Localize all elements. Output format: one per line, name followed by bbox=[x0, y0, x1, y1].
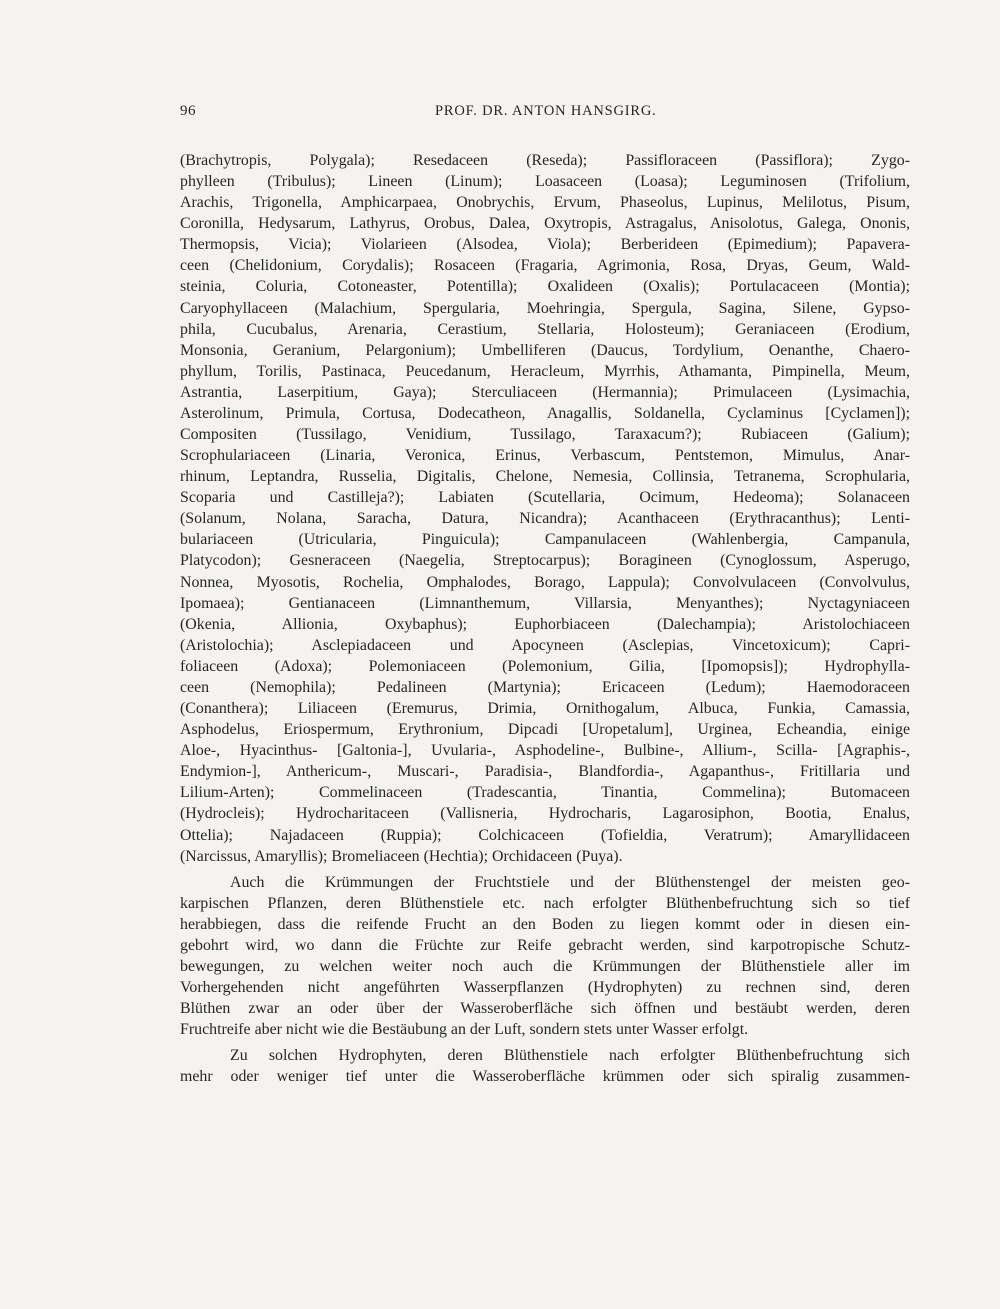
text-line: Coronilla, Hedysarum, Lathyrus, Orobus, Dalea, Oxytropis, Astragalus, Anisolotus, Galega, Ononis, bbox=[180, 215, 910, 233]
text-line: Aloe-, Hyacinthus- [Galtonia-], Uvularia-, Asphodeline-, Bulbine-, Allium-, Scilla- [Agraphis-, bbox=[180, 742, 910, 760]
text-line: Monsonia, Geranium, Pelargonium); Umbelliferen (Daucus, Tordylium, Oenanthe, Chaero- bbox=[180, 341, 910, 359]
text-line: Asterolinum, Primula, Cortusa, Dodecatheon, Anagallis, Soldanella, Cyclaminus [Cyclamen]); bbox=[180, 404, 910, 422]
text-line: mehr oder weniger tief unter die Wasseroberfläche krümmen oder sich spiralig zusammen- bbox=[180, 1068, 910, 1086]
running-title: PROF. DR. ANTON HANSGIRG. bbox=[435, 103, 657, 119]
text-line: Nonnea, Myosotis, Rochelia, Omphalodes, Borago, Lappula); Convolvulaceen (Convolvulus, bbox=[180, 573, 910, 591]
text-line: Endymion-], Anthericum-, Muscari-, Paradisia-, Blandfordia-, Agapanthus-, Fritillaria und bbox=[180, 763, 910, 781]
page-number: 96 bbox=[180, 103, 196, 119]
text-line: bewegungen, zu welchen weiter noch auch die Krümmungen der Blüthenstiele aller im bbox=[180, 957, 910, 975]
text-line: phyllum, Torilis, Pastinaca, Peucedanum, Heracleum, Myrrhis, Athamanta, Pimpinella, Meum, bbox=[180, 362, 910, 380]
paragraph-hydrophyten bbox=[180, 1045, 910, 1087]
text-line: Fruchtreife aber nicht wie die Bestäubung an der Luft, sondern stets unter Wasser erfolgt. bbox=[180, 1021, 749, 1039]
text-line: steinia, Coluria, Cotoneaster, Potentilla); Oxalideen (Oxalis); Portulacaceen (Montia); bbox=[180, 278, 910, 296]
page-header bbox=[180, 103, 910, 127]
text-line: ceen (Nemophila); Pedalineen (Martynia); Ericaceen (Ledum); Haemodoraceen bbox=[180, 678, 910, 696]
text-line: Arachis, Trigonella, Amphicarpaea, Onobrychis, Ervum, Phaseolus, Lupinus, Melilotus, Pisum, bbox=[180, 194, 910, 212]
text-line: Lilium-Arten); Commelinaceen (Tradescantia, Tinantia, Commelina); Butomaceen bbox=[180, 784, 910, 802]
text-line: Asphodelus, Eriospermum, Erythronium, Dipcadi [Uropetalum], Urginea, Echeandia, einige bbox=[180, 721, 910, 739]
text-line: herabbiegen, dass die reifende Frucht an den Boden zu liegen kommt oder in diesen ein- bbox=[180, 915, 910, 933]
text-line: (Aristolochia); Asclepiadaceen und Apocyneen (Asclepias, Vincetoxicum); Capri- bbox=[180, 636, 910, 654]
text-line: Zu solchen Hydrophyten, deren Blüthenstiele nach erfolgter Blüthenbefruchtung sich bbox=[230, 1047, 910, 1065]
text-line: Platycodon); Gesneraceen (Naegelia, Streptocarpus); Boragineen (Cynoglossum, Asperugo, bbox=[180, 552, 910, 570]
text-line: ceen (Chelidonium, Corydalis); Rosaceen (Fragaria, Agrimonia, Rosa, Dryas, Geum, Wald- bbox=[180, 257, 910, 275]
text-line: gebohrt wird, wo dann die Früchte zur Reife gebracht werden, sind karpotropische Schutz- bbox=[180, 936, 910, 954]
text-line: (Hydrocleis); Hydrocharitaceen (Vallisneria, Hydrocharis, Lagarosiphon, Bootia, Enalus, bbox=[180, 805, 910, 823]
text-line: (Narcissus, Amaryllis); Bromeliaceen (Hechtia); Orchidaceen (Puya). bbox=[180, 847, 623, 865]
text-line: Ipomaea); Gentianaceen (Limnanthemum, Villarsia, Menyanthes); Nyctagyniaceen bbox=[180, 594, 910, 612]
text-line: Blüthen zwar an oder über der Wasseroberfläche sich öffnen und bestäubt werden, deren bbox=[180, 1000, 910, 1018]
text-line: (Brachytropis, Polygala); Resedaceen (Reseda); Passifloraceen (Passiflora); Zygo- bbox=[180, 152, 910, 169]
text-line: Vorhergehenden nicht angeführten Wasserpflanzen (Hydrophyten) zu rechnen sind, deren bbox=[180, 979, 910, 997]
text-line: Scrophulariaceen (Linaria, Veronica, Erinus, Verbascum, Pentstemon, Mimulus, Anar- bbox=[180, 447, 910, 465]
body-text bbox=[180, 150, 910, 1087]
text-line: phylleen (Tribulus); Lineen (Linum); Loasaceen (Loasa); Leguminosen (Trifolium, bbox=[180, 173, 910, 191]
text-line: bulariaceen (Utricularia, Pinguicula); Campanulaceen (Wahlenbergia, Campanula, bbox=[180, 531, 910, 549]
text-line: Compositen (Tussilago, Venidium, Tussilago, Taraxacum?); Rubiaceen (Galium); bbox=[180, 426, 910, 444]
text-line: Astrantia, Laserpitium, Gaya); Sterculiaceen (Hermannia); Primulaceen (Lysimachia, bbox=[180, 383, 910, 401]
paragraph-plant-families bbox=[180, 150, 910, 867]
paragraph-karpotropic bbox=[180, 872, 910, 1041]
text-line: (Okenia, Allionia, Oxybaphus); Euphorbiaceen (Dalechampia); Aristolochiaceen bbox=[180, 615, 910, 633]
text-line: phila, Cucubalus, Arenaria, Cerastium, Stellaria, Holosteum); Geraniaceen (Erodium, bbox=[180, 320, 910, 338]
text-line: Caryophyllaceen (Malachium, Spergularia, Moehringia, Spergula, Sagina, Silene, Gypso- bbox=[180, 299, 910, 317]
text-line: rhinum, Leptandra, Russelia, Digitalis, Chelone, Nemesia, Collinsia, Tetranema, Scrophularia, bbox=[180, 468, 910, 486]
text-line: Scoparia und Castilleja?); Labiaten (Scutellaria, Ocimum, Hedeoma); Solanaceen bbox=[180, 489, 910, 507]
text-line: Auch die Krümmungen der Fruchtstiele und der Blüthenstengel der meisten geo- bbox=[230, 873, 910, 891]
text-line: (Solanum, Nolana, Saracha, Datura, Nicandra); Acanthaceen (Erythracanthus); Lenti- bbox=[180, 510, 910, 528]
text-line: Thermopsis, Vicia); Violarieen (Alsodea, Viola); Berberideen (Epimedium); Papavera- bbox=[180, 236, 910, 254]
text-line: foliaceen (Adoxa); Polemoniaceen (Polemonium, Gilia, [Ipomopsis]); Hydrophylla- bbox=[180, 657, 910, 675]
text-line: karpischen Pflanzen, deren Blüthenstiele etc. nach erfolgter Blüthenbefruchtung sich so tief bbox=[180, 894, 910, 912]
text-line: Ottelia); Najadaceen (Ruppia); Colchicaceen (Tofieldia, Veratrum); Amaryllidaceen bbox=[180, 826, 910, 844]
text-line: (Conanthera); Liliaceen (Eremurus, Drimia, Ornithogalum, Albuca, Funkia, Camassia, bbox=[180, 700, 910, 718]
